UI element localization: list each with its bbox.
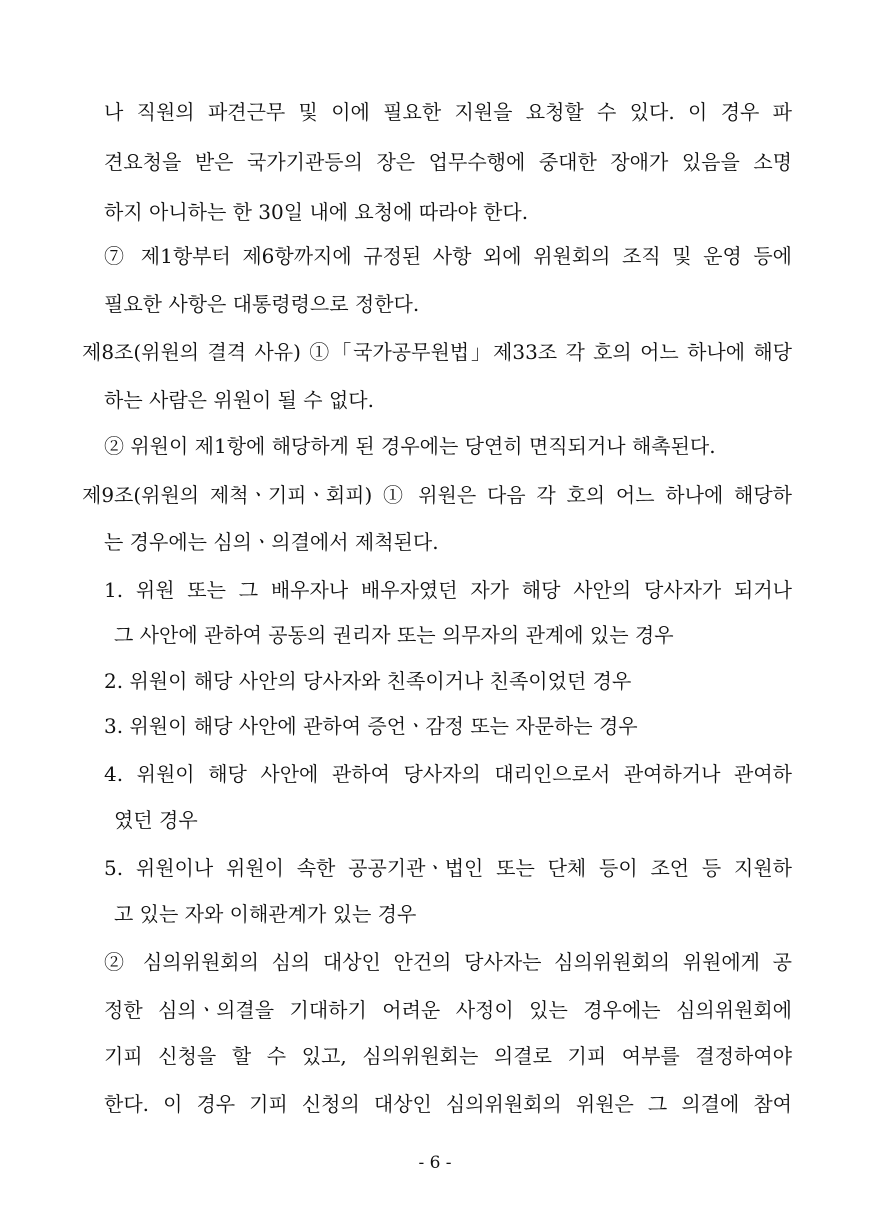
list-item-5-cont: 고 있는 자와 이해관계가 있는 경우 bbox=[114, 902, 417, 926]
list-item-1-cont: 그 사안에 관하여 공동의 권리자 또는 의무자의 관계에 있는 경우 bbox=[114, 623, 674, 647]
text-line-19: ② 심의위원회의 심의 대상인 안건의 당사자는 심의위원회의 위원에게 공 bbox=[104, 950, 792, 974]
list-item-3: 3. 위원이 해당 사안에 관하여 증언ㆍ감정 또는 자문하는 경우 bbox=[104, 714, 638, 738]
text-line-7: 하는 사람은 위원이 될 수 없다. bbox=[104, 388, 374, 412]
text-line-5: 필요한 사항은 대통령령으로 정한다. bbox=[104, 292, 420, 316]
text-line-21: 기피 신청을 할 수 있고, 심의위원회는 의결로 기피 여부를 결정하여야 bbox=[104, 1044, 792, 1068]
text-line-4: ⑦ 제1항부터 제6항까지에 규정된 사항 외에 위원회의 조직 및 운영 등에 bbox=[104, 244, 792, 268]
list-item-5: 5. 위원이나 위원이 속한 공공기관ㆍ법인 또는 단체 등이 조언 등 지원하 bbox=[104, 856, 792, 880]
list-item-1: 1. 위원 또는 그 배우자나 배우자였던 자가 해당 사안의 당사자가 되거나 bbox=[104, 578, 792, 602]
text-line-8: ② 위원이 제1항에 해당하게 된 경우에는 당연히 면직되거나 해촉된다. bbox=[104, 434, 716, 458]
article-8-heading: 제8조(위원의 결격 사유) ①「국가공무원법」제33조 각 호의 어느 하나에 해당 bbox=[82, 340, 792, 364]
text-line-2: 견요청을 받은 국가기관등의 장은 업무수행에 중대한 장애가 있음을 소명 bbox=[104, 150, 792, 174]
list-item-2: 2. 위원이 해당 사안의 당사자와 친족이거나 친족이었던 경우 bbox=[104, 669, 632, 693]
list-item-4: 4. 위원이 해당 사안에 관하여 당사자의 대리인으로서 관여하거나 관여하 bbox=[104, 762, 792, 786]
list-item-4-cont: 였던 경우 bbox=[114, 808, 198, 832]
text-line-10: 는 경우에는 심의ㆍ의결에서 제척된다. bbox=[104, 530, 439, 554]
article-9-heading: 제9조(위원의 제척ㆍ기피ㆍ회피) ① 위원은 다음 각 호의 어느 하나에 해당하 bbox=[82, 483, 792, 507]
text-line-1: 나 직원의 파견근무 및 이에 필요한 지원을 요청할 수 있다. 이 경우 파 bbox=[104, 100, 792, 124]
text-line-20: 정한 심의ㆍ의결을 기대하기 어려운 사정이 있는 경우에는 심의위원회에 bbox=[104, 998, 792, 1022]
text-line-3: 하지 아니하는 한 30일 내에 요청에 따라야 한다. bbox=[104, 200, 529, 224]
page-number: - 6 - bbox=[418, 1153, 452, 1173]
text-line-22: 한다. 이 경우 기피 신청의 대상인 심의위원회의 위원은 그 의결에 참여 bbox=[104, 1092, 792, 1116]
